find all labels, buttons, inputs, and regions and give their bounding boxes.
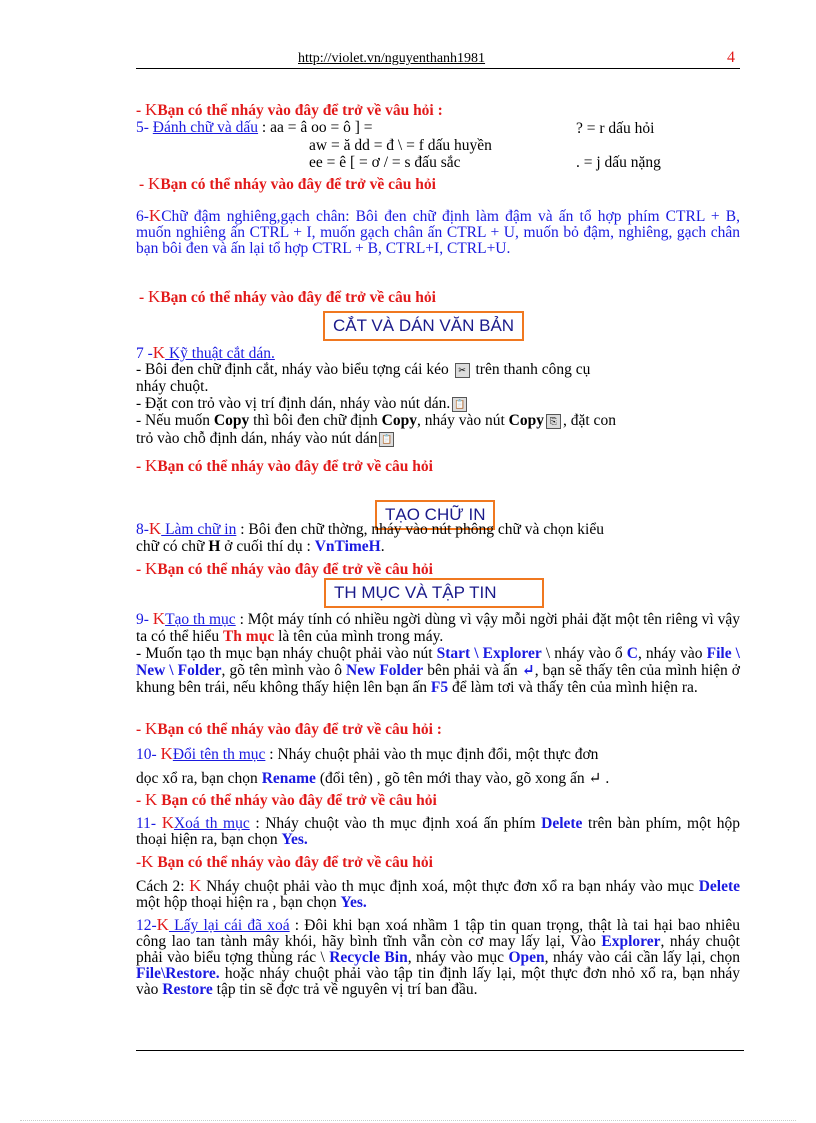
marker-icon: K [152, 609, 166, 628]
copy-icon[interactable]: ⎘ [546, 414, 561, 429]
s8-line2: chữ có chữ H ở cuối thí dụ : VnTimeH. [136, 538, 385, 555]
heading-make-print: TẠO CHỮ IN [375, 500, 495, 530]
marker-icon: K [145, 456, 158, 475]
section-6: 6-KChữ đậm nghiêng,gạch chân: Bôi đen chữ định làm đậm và ấn tổ hợp phím CTRL + B, muốn nghiêng ấn CTRL + I, muốn gạch chân ấn CTRL + U, muốn bỏ đậm, nghiêng, gạch chân bạn bôi đen và ấn lại tổ hợp CTRL + B, CTRL+I, CTRL+U. [136, 206, 740, 257]
s5-r1b: ? = r dấu hỏi [576, 120, 655, 137]
back-link[interactable]: - KBạn có thể nháy vào đây để trở về câu hỏi [139, 174, 436, 193]
s7-line4: - Nếu muốn Copy thì bôi đen chữ định Copy, nháy vào nút Copy ⎘ , đặt con [136, 412, 616, 429]
section-cach-2: Cách 2: K Nháy chuột phải vào th mục định xoá, một thực đơn xổ ra bạn nháy vào mục Delete một hộp thoại hiện ra , bạn chọn Yes. [136, 876, 740, 911]
marker-icon: K [141, 852, 154, 871]
scissors-icon[interactable]: ✂ [455, 363, 470, 378]
page-bottom-border [20, 1120, 796, 1121]
footer-rule [136, 1050, 744, 1051]
marker-icon: K [145, 790, 158, 809]
page-number: 4 [727, 49, 735, 66]
header-url[interactable]: http://violet.vn/nguyenthanh1981 [298, 51, 486, 66]
marker-icon: K [161, 813, 174, 832]
marker-icon: K [160, 744, 173, 763]
back-link[interactable]: -K Bạn có thể nháy vào đây để trở về câu hỏi [136, 852, 433, 871]
s5-r2: aw = ă dd = đ \ = f dấu huyền [309, 137, 492, 154]
back-link[interactable]: - K Bạn có thể nháy vào đây để trở về câu hỏi [136, 790, 437, 809]
s7-line5: trỏ vào chỗ định dán, nháy vào nút dán 📋 [136, 430, 393, 447]
marker-icon: K [148, 287, 161, 306]
paste-icon[interactable]: 📋 [452, 397, 467, 412]
back-link[interactable]: - KBạn có thể nháy vào đây để trở về câu hỏi : [136, 719, 442, 738]
heading-cut-paste: CẮT VÀ DÁN VĂN BẢN [323, 311, 524, 341]
section-8: 8-K Làm chữ in : Bôi đen chữ thờng, nháy vào nút phông chữ và chọn kiểu [136, 519, 604, 538]
section-9: 9- KTạo th mục : Một máy tính có nhiều ngời dùng vì vậy mỗi ngời phải đặt một tên riêng vì vậy ta có thể hiểu Th mục là tên của mình trong máy. - Muốn tạo th mục bạn nháy chuột phải vào nút Start \ Explorer \ nháy vào ổ C, nháy vào File \ New \ Folder, gõ tên mình vào ô New Folder bên phải và ấn ↵, bạn sẽ thấy tên của mình hiện ở khung bên trái, nếu không thấy hiện lên bạn ấn F5 để làm tơi và thấy tên của mình hiện ra. [136, 609, 741, 696]
back-link[interactable]: - KBạn có thể nháy vào đây để trở về câu hỏi [139, 287, 436, 306]
s7-line1: - Bôi đen chữ định cắt, nháy vào biểu tợng cái kéo ✂ trên thanh công cụ [136, 361, 591, 378]
marker-icon: K [152, 343, 166, 362]
s7-line3: - Đặt con trỏ vào vị trí định dán, nháy vào nút dán. 📋 [136, 395, 466, 412]
section-10: 10- KĐổi tên th mục : Nháy chuột phải vào th mục định đổi, một thực đơn [136, 744, 599, 763]
s5-r3b: . = j dấu nặng [576, 154, 661, 171]
back-link[interactable]: - KBạn có thể nháy vào đây để trở về câu hỏi [136, 456, 433, 475]
marker-icon: K [148, 519, 162, 538]
s5-r3a: ee = ê [ = ơ / = s đấu sắc [309, 154, 461, 171]
marker-icon: K [148, 206, 162, 225]
heading-folder-file: TH MỤC VÀ TẬP TIN [324, 578, 544, 608]
paste-icon[interactable]: 📋 [379, 432, 394, 447]
s7-line2: nháy chuột. [136, 378, 209, 395]
section-5: 5- Đánh chữ và dấu : aa = â oo = ô ] = [136, 119, 373, 136]
back-link[interactable]: - KBạn có thể nháy vào đây để trở về vâu hỏi : [136, 100, 443, 119]
marker-icon: K [145, 719, 158, 738]
marker-icon: K [156, 915, 169, 934]
marker-icon: K [145, 100, 158, 119]
section-7-title: 7 -K Kỹ thuật cắt dán. [136, 343, 275, 362]
back-link[interactable]: - KBạn có thể nháy vào đây để trở về câu hỏi [136, 559, 433, 578]
s10-line2: dọc xổ ra, bạn chọn Rename (đổi tên) , gõ tên mới thay vào, gõ xong ấn ↵ . [136, 770, 610, 787]
header-rule [136, 68, 740, 69]
section-11: 11- KXoá th mục : Nháy chuột vào th mục định xoá ấn phím Delete trên bàn phím, một hộp thoại hiện ra, bạn chọn Yes. [136, 813, 740, 848]
marker-icon: K [148, 174, 161, 193]
marker-icon: K [145, 559, 158, 578]
section-12: 12-K Lấy lại cái đã xoá : Đôi khi bạn xoá nhầm 1 tập tin quan trọng, thật là tai hại bao nhiêu công lao tan tành mây khói, hãy bình tĩnh vẫn còn cơ may lấy lại, Vào Explorer, nháy chuột phải vào biểu tợng thùng rác \ Recycle Bin, nháy vào mục Open, nháy vào cái cần lấy lại, chọn File\Restore. hoặc nháy chuột phải vào tập tin định lấy lại, một thực đơn nhỏ xổ ra, bạn nháy vào Restore tập tin sẽ đợc trả về nguyên vị trí ban đầu. [136, 915, 740, 998]
marker-icon: K [189, 876, 202, 895]
